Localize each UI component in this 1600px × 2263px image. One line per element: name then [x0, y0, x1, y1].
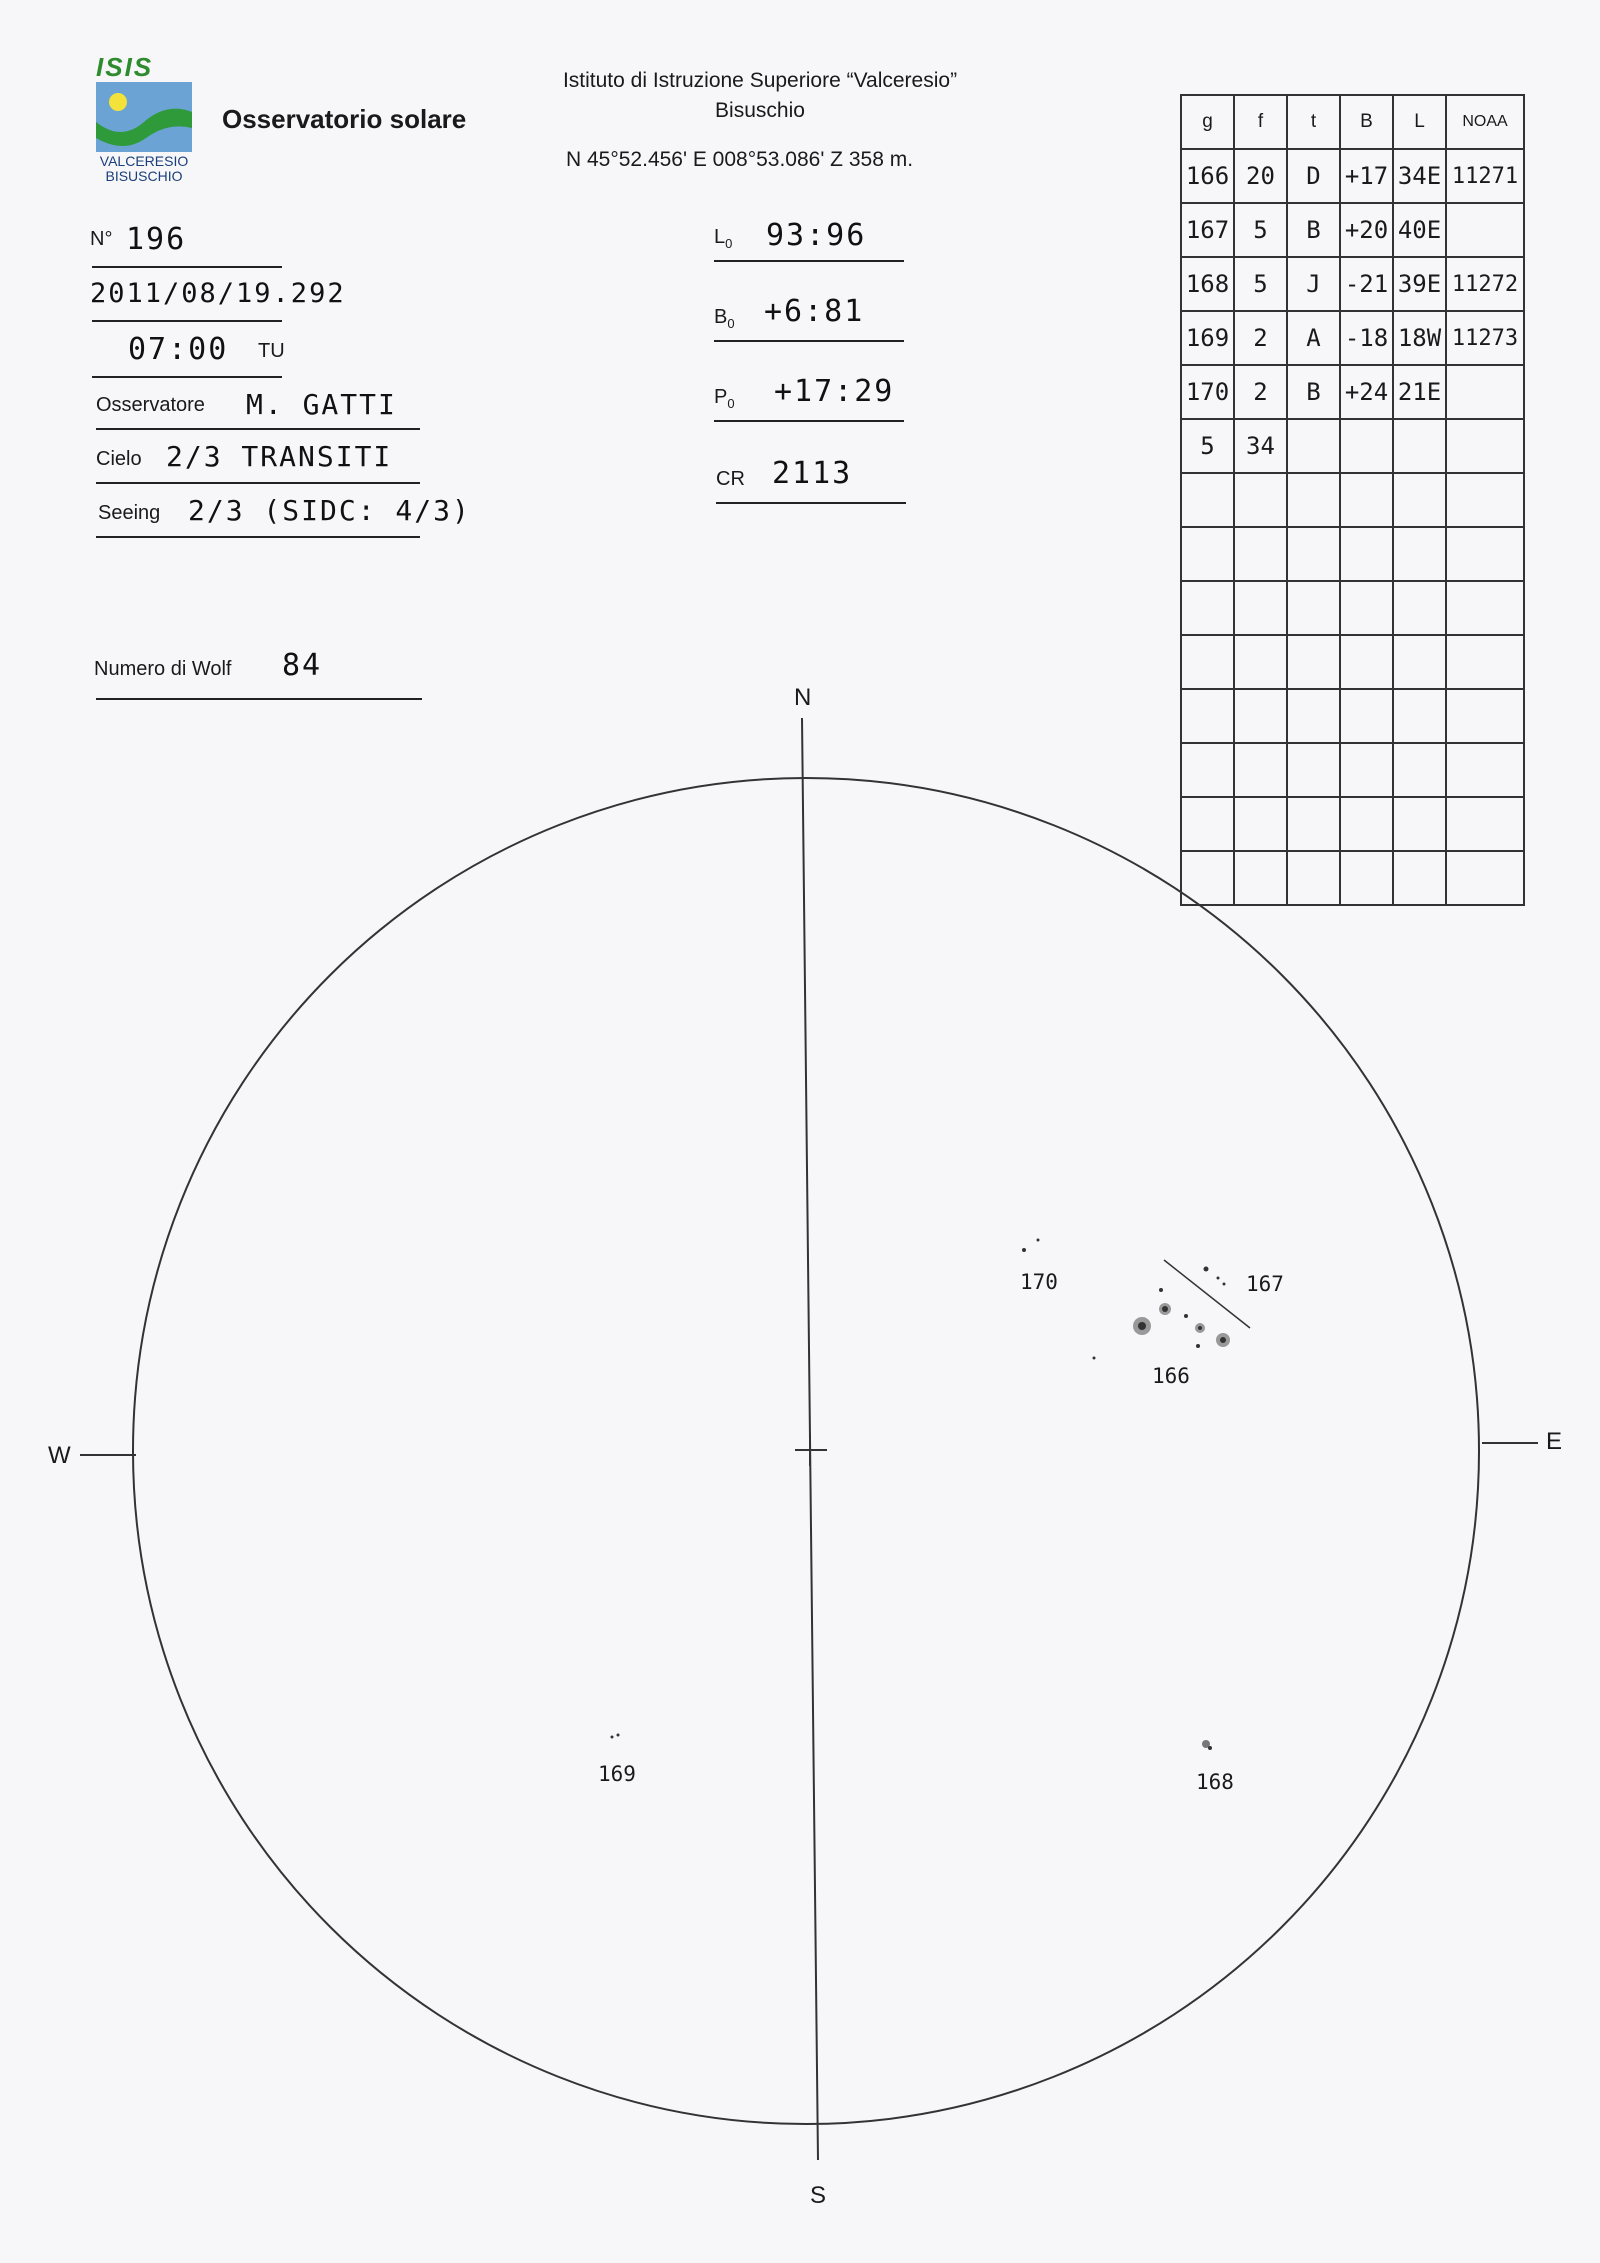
spot [1093, 1357, 1096, 1360]
observer-label: Osservatore [96, 394, 205, 416]
spot [1204, 1267, 1209, 1272]
table-cell-f: 2 [1234, 311, 1287, 365]
table-cell-g: 170 [1181, 365, 1234, 419]
col-header-l: L [1393, 95, 1446, 149]
table-cell-b: -21 [1340, 257, 1393, 311]
spot [1159, 1288, 1163, 1292]
table-cell-t: J [1287, 257, 1340, 311]
date-value: 2011/08/19.292 [90, 278, 346, 309]
spot [1022, 1248, 1026, 1252]
table-cell-f: 5 [1234, 203, 1287, 257]
institute-line-1: Istituto di Istruzione Superiore “Valceresio” [562, 69, 958, 92]
seeing-value: 2/3 (SIDC: 4/3) [188, 494, 471, 527]
col-header-t: t [1287, 95, 1340, 149]
sky-value: 2/3 TRANSITI [166, 440, 393, 473]
table-cell-b: -18 [1340, 311, 1393, 365]
l0-label: $L_0$ [714, 226, 733, 251]
spot [1196, 1344, 1200, 1348]
wolf-label: Numero di Wolf [94, 658, 232, 680]
spot [1184, 1314, 1188, 1318]
table-cell-b: +24 [1340, 365, 1393, 419]
sunspot-group-167 [1164, 1260, 1250, 1328]
direction-west: W [48, 1442, 71, 1469]
sky-label: Cielo [96, 448, 142, 470]
group-label-167: 167 [1246, 1272, 1284, 1296]
spot [617, 1734, 620, 1737]
table-cell-l: 21E [1393, 365, 1446, 419]
p0-label: $P_0$ [714, 386, 735, 411]
table-cell-l: 40E [1393, 203, 1446, 257]
spot [1037, 1239, 1040, 1242]
observatory-title: Osservatorio solare [222, 104, 467, 134]
group-label-169: 169 [598, 1762, 636, 1786]
col-header-noaa: NOAA [1446, 95, 1524, 149]
group-label-168: 168 [1196, 1770, 1234, 1794]
observer-value: M. GATTI [246, 388, 397, 421]
table-cell-t: B [1287, 365, 1340, 419]
table-cell-f: 2 [1234, 365, 1287, 419]
sunspot-group-168 [1202, 1740, 1212, 1750]
sunspot-group-170 [1022, 1239, 1040, 1253]
spot-umbra [1208, 1746, 1212, 1750]
table-cell-g: 166 [1181, 149, 1234, 203]
station-coordinates: N 45°52.456' E 008°53.086' Z 358 m. [566, 148, 914, 171]
table-cell-noaa: 11273 [1446, 311, 1524, 365]
direction-south: S [810, 2182, 827, 2209]
cr-value: 2113 [772, 456, 853, 491]
logo-caption-line-1: VALCERESIO [99, 153, 189, 169]
spot [1217, 1277, 1220, 1280]
table-cell-f: 20 [1234, 149, 1287, 203]
wolf-value: 84 [282, 648, 323, 683]
b0-label: $B_0$ [714, 306, 735, 331]
spot-umbra [1162, 1306, 1168, 1312]
table-cell-f: 5 [1234, 257, 1287, 311]
direction-east: E [1546, 1428, 1563, 1455]
sunspot-group-169 [611, 1734, 620, 1739]
logo-wordmark: ISIS [96, 52, 154, 82]
l0-value: 93:96 [766, 218, 867, 253]
logo-caption-line-2: BISUSCHIO [105, 168, 183, 184]
col-header-b: B [1340, 95, 1393, 149]
table-cell-noaa: 11272 [1446, 257, 1524, 311]
number-label: N° [90, 228, 113, 250]
table-cell-t: D [1287, 149, 1340, 203]
p0-value: +17:29 [774, 374, 895, 409]
time-unit: TU [258, 340, 285, 362]
spot-umbra [1138, 1322, 1146, 1330]
table-cell-l: 34E [1393, 149, 1446, 203]
direction-north: N [794, 684, 812, 711]
table-cell-l: 18W [1393, 311, 1446, 365]
table-cell-b: +17 [1340, 149, 1393, 203]
spot [1223, 1283, 1226, 1286]
table-cell-b: +20 [1340, 203, 1393, 257]
table-cell-noaa: 11271 [1446, 149, 1524, 203]
group-label-170: 170 [1020, 1270, 1058, 1294]
table-cell-f: 34 [1234, 419, 1287, 473]
col-header-g: g [1181, 95, 1234, 149]
time-value: 07:00 [128, 332, 229, 367]
table-cell-g: 168 [1181, 257, 1234, 311]
spot-umbra [1220, 1337, 1226, 1343]
institute-line-2: Bisuschio [715, 99, 805, 122]
col-header-f: f [1234, 95, 1287, 149]
cr-label: CR [716, 468, 745, 490]
number-value: 196 [126, 222, 187, 257]
table-cell-g: 5 [1181, 419, 1234, 473]
b0-value: +6:81 [764, 294, 865, 329]
table-cell-l: 39E [1393, 257, 1446, 311]
seeing-label: Seeing [98, 502, 161, 524]
sunspot-group-166 [1093, 1288, 1231, 1360]
group-label-166: 166 [1152, 1364, 1190, 1388]
table-cell-t: A [1287, 311, 1340, 365]
table-cell-g: 167 [1181, 203, 1234, 257]
spot-umbra [1198, 1326, 1202, 1330]
table-cell-g: 169 [1181, 311, 1234, 365]
spot [611, 1736, 614, 1739]
table-cell-t: B [1287, 203, 1340, 257]
